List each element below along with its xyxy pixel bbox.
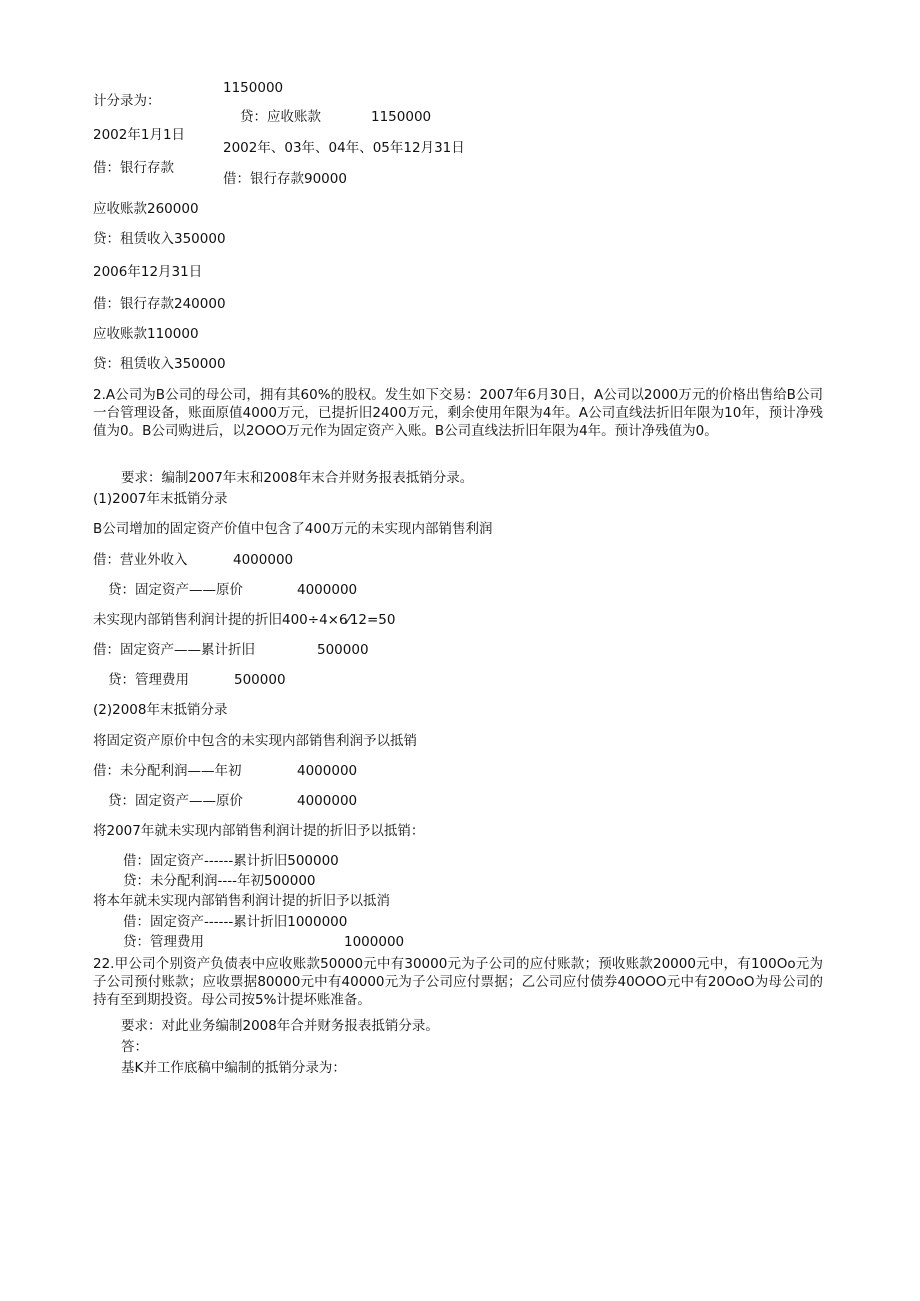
entry-line: 贷：租赁收入350000 — [93, 231, 226, 247]
credit-line: 贷：应收账款 — [240, 109, 321, 125]
explanation: 基K并工作底稿中编制的抵销分录为： — [121, 1060, 346, 1076]
question-22-text: 22.甲公司个别资产负债表中应收账款50000元中有30000元为子公司的应付账款；预收账款20000元中，有100Oo元为子公司预付账款；应收票据80000元中有40000元为子公司应付票据；乙公司应付债券40OOO元中有20OoO为母公司的持有至到期投资。母公司按5%计提坏账准备。 — [93, 956, 823, 1008]
explanation: 将固定资产原价中包含的未实现内部销售利润予以抵销 — [93, 733, 417, 749]
debit-line: 借：未分配利润——年初 — [93, 763, 242, 779]
explanation: 将本年就未实现内部销售利润计提的折旧予以抵消 — [93, 893, 390, 909]
explanation: B公司增加的固定资产价值中包含了400万元的未实现内部销售利润 — [93, 521, 493, 537]
credit-amount: 1150000 — [371, 109, 432, 125]
amount: 4000000 — [297, 763, 358, 779]
amount: 4000000 — [297, 793, 358, 809]
amount: 500000 — [317, 642, 369, 658]
amount: 500000 — [234, 672, 286, 688]
requirement: 要求：对此业务编制2008年合并财务报表抵销分录。 — [121, 1018, 439, 1034]
explanation: 未实现内部销售利润计提的折旧400÷4×6⁄12=50 — [93, 612, 396, 628]
amount: 1000000 — [344, 934, 405, 950]
amount-line: 1150000 — [223, 80, 284, 96]
answer-label: 答： — [121, 1039, 148, 1055]
credit-line: 贷：管理费用 — [108, 672, 189, 688]
section-heading: (2)2008年末抵销分录 — [93, 702, 228, 718]
date-range-line: 2002年、03年、04年、05年12月31日 — [223, 140, 465, 156]
date-line: 2002年1月1日 — [93, 127, 186, 143]
explanation: 将2007年就未实现内部销售利润计提的折旧予以抵销： — [93, 823, 425, 839]
question-2-text: 2.A公司为B公司的母公司，拥有其60%的股权。发生如下交易：2007年6月30日，A公司以2000万元的价格出售给B公司一台管理设备，账面原值4000万元，已提折旧2400万元，剩余使用年限为4年。A公司直线法折旧年限为10年，预计净残值为0。B公司购进后，以2OOO万元作为固定资产入账。B公司直线法折旧年限为4年。预计净残值为0。 — [93, 387, 823, 439]
entry-line: 应收账款110000 — [93, 326, 199, 342]
debit-line: 借：营业外收入 — [93, 552, 188, 568]
section-heading: (1)2007年末抵销分录 — [93, 491, 228, 507]
amount: 4000000 — [233, 552, 294, 568]
credit-line: 贷：固定资产——原价 — [108, 793, 243, 809]
date-line: 2006年12月31日 — [93, 264, 203, 280]
debit-line: 借：固定资产------累计折旧500000 — [123, 853, 339, 869]
credit-line: 贷：管理费用 — [123, 934, 204, 950]
entry-line: 应收账款260000 — [93, 201, 199, 217]
entry-line: 借：银行存款240000 — [93, 296, 226, 312]
debit-line: 借：固定资产------累计折旧1000000 — [123, 914, 348, 930]
entry-line: 贷：租赁收入350000 — [93, 356, 226, 372]
credit-line: 贷：固定资产——原价 — [108, 582, 243, 598]
debit-line: 借：固定资产——累计折旧 — [93, 642, 255, 658]
amount: 4000000 — [297, 582, 358, 598]
debit-line: 借：银行存款90000 — [223, 171, 347, 187]
entry-intro: 计分录为： — [93, 93, 161, 109]
debit-line: 借：银行存款 — [93, 160, 174, 176]
credit-line: 贷：未分配利润----年初500000 — [123, 873, 316, 889]
requirement: 要求：编制2007年末和2008年末合并财务报表抵销分录。 — [121, 470, 474, 486]
